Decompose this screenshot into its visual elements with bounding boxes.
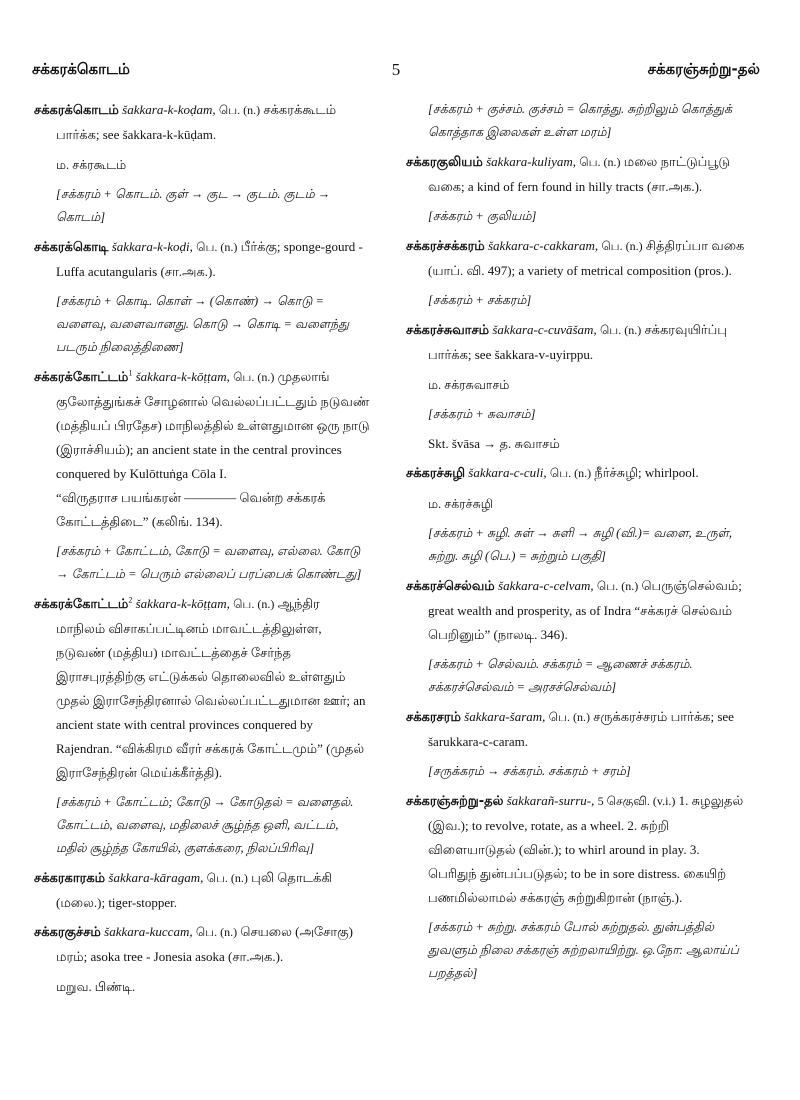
- dictionary-entry: [406, 574, 750, 699]
- page-header: [32, 60, 760, 84]
- entry-etymology: [சக்கரம் + கொடம். குள் → குட → குடம். குடம் → கொடம்]: [56, 187, 331, 224]
- entry-cognate: ம. சக்ரகூடம்: [56, 158, 127, 172]
- dictionary-entry: [34, 98, 372, 229]
- entry-transliteration: šakkara-kuccam,: [104, 924, 193, 939]
- entry-pos: பெ. (n.): [195, 925, 238, 939]
- entry-definition: ஆந்திர மாநிலம் விசாகப்பட்டினம் மாவட்டத்திலுள்ள, நடுவண் (மத்திய) மாவட்டத்தைச் சேர்ந்த இராசபுரத்திற்கு எட்டுக்கல் தொலைவில் உள்ளதும் முதல் இராசேந்திரனால் வெல்லப்பட்டதுமான ஊர்; an ancient state with central provinces conquered by Rajendran. “விக்கிரம வீரர் சக்கரக் கோட்டமும்” (முதல் இராசேந்திரன் மெய்க்கீர்த்தி).: [56, 596, 366, 780]
- entry-transliteration: šakkara-k-kōṭṭam,: [135, 369, 230, 384]
- dictionary-entry-continued: [406, 98, 750, 144]
- entry-definition: சக்கரவுயிர்ப்பு பார்க்க; see šakkara-v-uyirppu.: [428, 322, 727, 362]
- entry-body: [34, 98, 372, 147]
- entry-etymology: [சக்கரம் + செல்வம். சக்கரம் = ஆணைச் சக்கரம். சக்கரச்செல்வம் = அரசச்செல்வம்]: [428, 657, 693, 694]
- entry-transliteration: šakkara-k-koḍi,: [111, 239, 193, 254]
- homonym-number: 2: [128, 595, 133, 605]
- entry-body: [406, 789, 750, 910]
- entry-pos: பெ. (n.): [579, 155, 621, 169]
- entry-etymology: [சக்கரம் + கொடி. கொள் → (கொண்) → கொடு = வளைவு, வளைவானது. கொடு → கொடி = வளைந்து படரும் நிலைத்திணை]: [56, 294, 350, 354]
- entry-etymology: [சக்கரம் + குச்சம். குச்சம் = கொத்து. சுற்றிலும் கொத்துக் கொத்தாக இலைகள் உள்ள மரம்]: [428, 102, 732, 139]
- entry-pos: பெ. (n.): [549, 466, 592, 480]
- entry-cognate: ம. சக்ரச்சுழி: [428, 497, 494, 511]
- page-number: 5: [391, 60, 401, 79]
- dictionary-entry: [406, 234, 750, 312]
- dictionary-entry: [406, 461, 750, 568]
- entry-pos: பெ. (n.): [218, 103, 261, 117]
- entry-headword: சக்கரகுலியம்: [406, 155, 483, 170]
- entry-definition: பீர்க்கு; sponge-gourd - Luffa acutangularis (சா.அக.).: [56, 239, 363, 279]
- entry-definition: சித்திரப்பா வகை (யாப். வி. 497); a variety of metrical composition (pros.).: [428, 238, 745, 278]
- entry-source-note: Skt. švāsa → த. சுவாசம்: [428, 436, 560, 451]
- dictionary-entry: [34, 365, 372, 586]
- entry-pos: பெ. (n.): [601, 239, 643, 253]
- entry-etymology: [சக்கரம் + சக்கரம்]: [428, 293, 532, 307]
- entry-definition: முதலாங் குலோத்துங்கச் சோழனால் வெல்லப்பட்டதும் நடுவண் (மத்தியப் பிரதேச) மாநிலத்தில் உள்ளதுமான ஒரு நாடு (இராச்சியம்); an ancient state in the central provinces conquered by Kulōttuṅga Cōla I.: [56, 369, 370, 481]
- entry-definition: பெருஞ்செல்வம்; great wealth and prosperity, as of Indra “சக்கரச் செல்வம் பெறினும்” (நாலடி. 346).: [428, 578, 742, 642]
- entry-body: [34, 235, 372, 284]
- entry-cognate: ம. சக்ரசுவாசம்: [428, 378, 510, 392]
- entry-headword: சக்கரக்கொடம்: [34, 103, 119, 118]
- dictionary-entry: [406, 150, 750, 228]
- dictionary-entry: [34, 592, 372, 860]
- entry-body: [406, 461, 750, 486]
- entry-pos: பெ. (n.): [233, 370, 275, 384]
- entry-quotation: “விருதராச பயங்கரன் ———— வென்ற சக்கரக் கோட்டத்திடை” (கலிங். 134).: [56, 490, 326, 529]
- entry-body: [34, 592, 372, 785]
- entry-headword: சக்கரச்சக்கரம்: [406, 239, 485, 254]
- entry-pos: பெ. (n.): [206, 871, 248, 885]
- entry-etymology: [சக்கரம் + கோட்டம்; கோடு → கோடுதல் = வளைதல். கோட்டம், வளைவு, மதிலைச் சூழ்ந்த ஒளி, வட்டம், மதில் சூழ்ந்த கோயில், குளக்கரை, நிலப்பிரிவு]: [56, 795, 354, 855]
- entry-pos: பெ. (n.): [233, 597, 275, 611]
- entry-transliteration: šakkara-c-culi,: [468, 465, 547, 480]
- entry-headword: சக்கரச்சுவாசம்: [406, 323, 490, 338]
- entry-pos: பெ. (n.): [548, 710, 590, 724]
- entry-body: [406, 150, 750, 199]
- entry-body: [406, 705, 750, 754]
- entry-transliteration: šakkarañ-surru-,: [506, 793, 595, 808]
- entry-transliteration: šakkara-kuliyam,: [486, 154, 577, 169]
- entry-definition: செயலை (அசோகு) மரம்; asoka tree - Jonesia asoka (சா.அக.).: [56, 924, 353, 964]
- entry-body: [34, 920, 372, 969]
- entry-transliteration: šakkara-kāragam,: [108, 870, 204, 885]
- entry-definition: நீர்ச்சுழி; whirlpool.: [594, 465, 699, 480]
- entry-headword: சக்கரகாரகம்: [34, 871, 106, 886]
- entry-etymology: [சருக்கரம் → சக்கரம். சக்கரம் + சரம்]: [428, 764, 631, 778]
- entry-body: [34, 866, 372, 915]
- entry-pos: 5 செகுவி. (v.i.): [597, 794, 676, 808]
- entry-definition: 1. சுழலுதல் (இவ.); to revolve, rotate, as a wheel. 2. சுற்றி விளையாடுதல் (வின்.); to whirl around in play. 3. பெரிதுந் துன்பப்படுதல்; to be in sore distress. கையிற் பணமில்லாமல் சக்கரஞ் சுற்றுகிறான் (நாஞ்.).: [428, 793, 744, 905]
- entry-headword: சக்கரச்சுழி: [406, 466, 466, 481]
- entry-headword: சக்கரக்கோட்டம்: [34, 597, 129, 612]
- entry-transliteration: šakkara-c-cuvāšam,: [492, 322, 597, 337]
- entry-headword: சக்கரக்கொடி: [34, 240, 109, 255]
- dictionary-entry: [34, 235, 372, 359]
- entry-body: [34, 365, 372, 486]
- entry-transliteration: šakkara-c-celvam,: [498, 578, 594, 593]
- dictionary-entry: [34, 866, 372, 915]
- entry-headword: சக்கரசரம்: [406, 710, 461, 725]
- entry-pos: பெ. (n.): [596, 579, 639, 593]
- entry-headword: சக்கரக்கோட்டம்: [34, 370, 129, 385]
- entry-etymology: [சக்கரம் + சுழி. சுள் → சுளி → சுழி (வி.)= வளை, உருள், சுற்று. சுழி (பெ.) = சுற்றும் பகுதி]: [428, 526, 733, 563]
- entry-definition: மலை நாட்டுப்பூடு வகை; a kind of fern found in hilly tracts (சா.அக.).: [428, 154, 730, 194]
- entry-etymology: [சக்கரம் + குலியம்]: [428, 209, 537, 223]
- entry-transliteration: šakkara-k-kōṭṭam,: [135, 596, 230, 611]
- entry-transliteration: šakkara-šaram,: [464, 709, 546, 724]
- entry-definition: புலி தொடக்கி (மலை.); tiger-stopper.: [56, 870, 332, 910]
- homonym-number: 1: [128, 368, 133, 378]
- entry-etymology: [சக்கரம் + கோட்டம், கோடு = வளைவு, எல்லை. கோடு → கோட்டம் = பெரும் எல்லைப் பரப்பைக் கொண்டது]: [56, 544, 362, 581]
- entry-definition: சருக்கரச்சரம் பார்க்க; see šarukkara-c-caram.: [428, 709, 734, 749]
- entry-pos: பெ. (n.): [196, 240, 238, 254]
- entry-definition: சக்கரக்கூடம் பார்க்க; see šakkara-k-kūḍam.: [56, 102, 337, 142]
- dictionary-entry: [406, 318, 750, 456]
- entry-body: [406, 318, 750, 367]
- entry-body: [406, 234, 750, 283]
- left-column: [34, 98, 372, 1005]
- header-left-guideword: சக்கரக்கொடம்: [32, 60, 130, 78]
- dictionary-entry: [34, 920, 372, 999]
- entry-headword: சக்கரஞ்சுற்று-தல்: [406, 794, 504, 809]
- entry-etymology: [சக்கரம் + சுற்று. சக்கரம் போல் சுற்றுதல். துன்பத்தில் துவளும் நிலை சக்கரஞ் சுற்றலாயிற்று. ஒ.நோ: ஆலாய்ப் பறத்தல்]: [428, 920, 739, 980]
- right-column: [406, 98, 750, 991]
- entry-headword: சக்கரகுச்சம்: [34, 925, 101, 940]
- header-right-guideword: சக்கரஞ்சுற்று-தல்: [647, 60, 760, 78]
- entry-headword: சக்கரச்செல்வம்: [406, 579, 495, 594]
- entry-synonym: மறுவ. பிண்டி.: [56, 980, 136, 994]
- entry-pos: பெ. (n.): [599, 323, 642, 337]
- entry-etymology: [சக்கரம் + சுவாசம்]: [428, 407, 536, 421]
- entry-body: [406, 574, 750, 647]
- dictionary-entry: [406, 705, 750, 783]
- entry-transliteration: šakkara-c-cakkaram,: [488, 238, 599, 253]
- dictionary-entry: [406, 789, 750, 985]
- entry-transliteration: šakkara-k-koḍam,: [122, 102, 216, 117]
